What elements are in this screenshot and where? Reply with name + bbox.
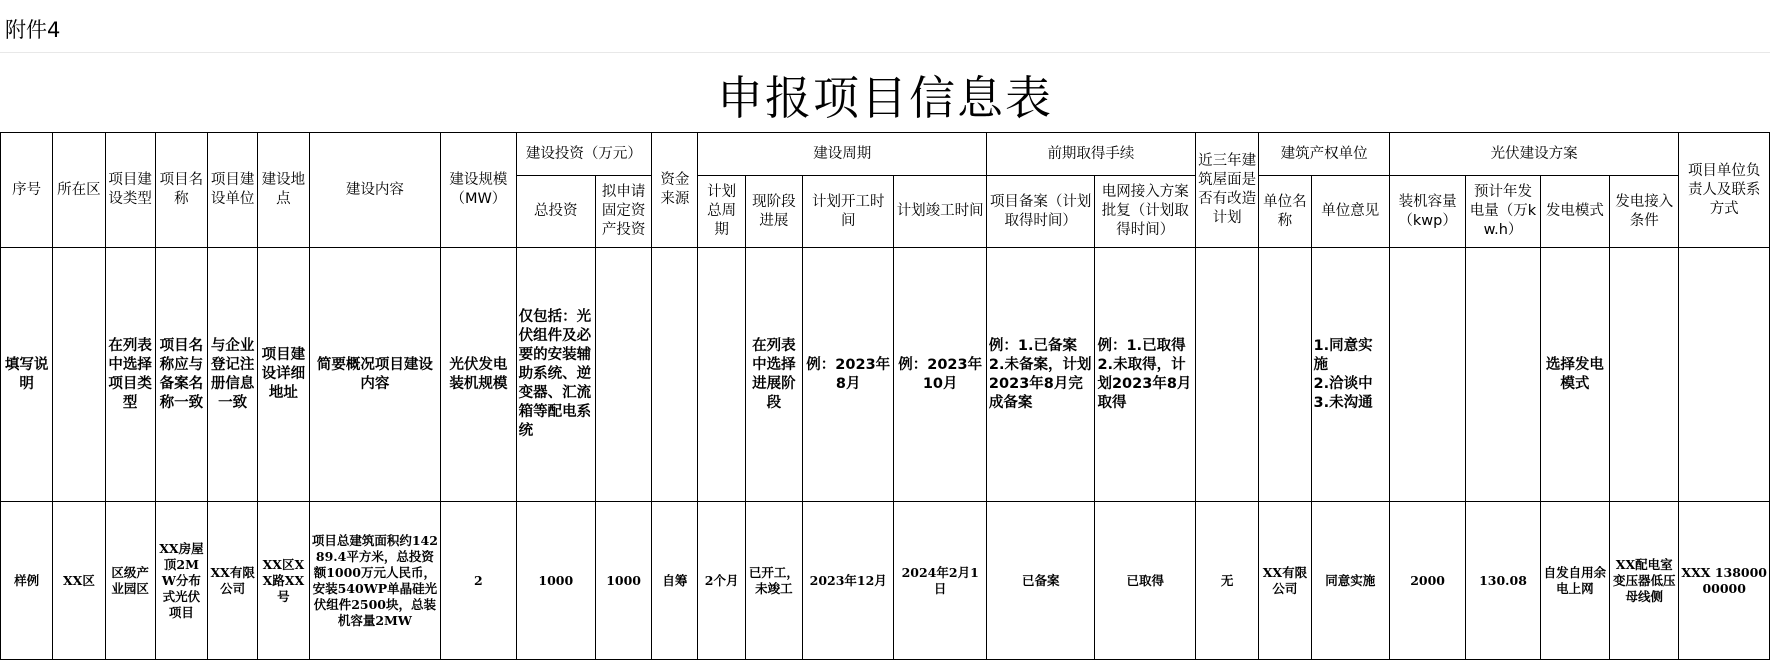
ex-plan-finish: 2024年2月1日 [894,502,986,660]
instr-scale: 光伏发电装机规模 [441,248,516,502]
header-roof-renovation: 近三年建筑屋面是否有改造计划 [1195,133,1258,248]
instr-location: 项目建设详细地址 [258,248,309,502]
instr-grid-approval: 例：1.已取得 2.未取得，计划2023年8月取得 [1095,248,1196,502]
header-scale: 建设规模（MW） [441,133,516,248]
project-info-table [0,132,1770,660]
instr-gen-mode: 选择发电模式 [1540,248,1609,502]
instr-annual-output [1466,248,1540,502]
header-plan-finish: 计划竣工时间 [894,176,986,248]
instr-owner-opinion: 1.同意实施 2.洽谈中 3.未沟通 [1311,248,1389,502]
ex-project-name: XX房屋顶2MW分布式光伏项目 [155,502,207,660]
instr-filing: 例：1.已备案 2.未备案，计划2023年8月完成备案 [986,248,1095,502]
ex-project-type: 区级产业园区 [105,502,155,660]
instr-total-investment: 仅包括：光伏组件及必要的安装辅助系统、逆变器、汇流箱等配电系统 [516,248,595,502]
header-ownership-group: 建筑产权单位 [1259,133,1390,176]
header-filing: 项目备案（计划取得时间） [986,176,1095,248]
header-location: 建设地点 [258,133,309,248]
header-owner-name: 单位名称 [1259,176,1311,248]
header-capacity: 装机容量（kwp） [1389,176,1465,248]
header-procedures-group: 前期取得手续 [986,133,1195,176]
ex-builder: XX有限公司 [208,502,258,660]
ex-owner-name: XX有限公司 [1259,502,1311,660]
ex-scale: 2 [441,502,516,660]
header-period-group: 建设周期 [698,133,986,176]
annex-header [0,0,1770,53]
ex-fixed-asset-investment: 1000 [595,502,651,660]
instr-content: 简要概况项目建设内容 [309,248,441,502]
instr-owner-name [1259,248,1311,502]
header-content: 建设内容 [309,133,441,248]
instructions-row [1,248,1770,502]
header-plan-start: 计划开工时间 [803,176,894,248]
header-grid-conditions: 发电接入条件 [1610,176,1679,248]
instr-project-type: 在列表中选择项目类型 [105,248,155,502]
annex-label: 附件4 [5,18,61,42]
header-investment-group: 建设投资（万元） [516,133,652,176]
instr-roof-renovation [1195,248,1258,502]
page-title: 申报项目信息表 [717,71,1053,125]
ex-seq: 样例 [1,502,53,660]
instr-fixed-asset-investment [595,248,651,502]
instr-grid-conditions [1610,248,1679,502]
ex-location: XX区XX路XX号 [258,502,309,660]
instr-current-progress: 在列表中选择进展阶段 [745,248,802,502]
header-fixed-asset-investment: 拟申请固定资产投资 [595,176,651,248]
header-gen-mode: 发电模式 [1540,176,1609,248]
ex-content: 项目总建筑面积约14289.4平方米，总投资额1000万元人民币，安装540WP单晶硅光伏组件2500块，总装机容量2MW [309,502,441,660]
ex-district: XX区 [53,502,105,660]
ex-plan-total-period: 2个月 [698,502,745,660]
header-fund-source: 资金来源 [652,133,698,248]
instr-project-name: 项目名称应与备案名称一致 [155,248,207,502]
ex-grid-approval: 已取得 [1095,502,1196,660]
ex-filing: 已备案 [986,502,1095,660]
instr-fund-source [652,248,698,502]
ex-fund-source: 自筹 [652,502,698,660]
ex-current-progress: 已开工，未竣工 [745,502,802,660]
header-grid-approval: 电网接入方案批复（计划取得时间） [1095,176,1196,248]
ex-gen-mode: 自发自用余电上网 [1540,502,1609,660]
ex-capacity: 2000 [1389,502,1465,660]
instr-contact [1679,248,1770,502]
instr-builder: 与企业登记注册信息一致 [208,248,258,502]
instr-plan-start: 例：2023年8月 [803,248,894,502]
header-annual-output: 预计年发电量（万kw.h） [1466,176,1540,248]
header-owner-opinion: 单位意见 [1311,176,1389,248]
header-builder: 项目建设单位 [208,133,258,248]
example-row [1,502,1770,660]
ex-grid-conditions: XX配电室变压器低压母线侧 [1610,502,1679,660]
instr-capacity [1389,248,1465,502]
header-seq: 序号 [1,133,53,248]
instr-plan-finish: 例：2023年10月 [894,248,986,502]
header-district: 所在区 [53,133,105,248]
ex-annual-output: 130.08 [1466,502,1540,660]
instr-seq: 填写说明 [1,248,53,502]
ex-owner-opinion: 同意实施 [1311,502,1389,660]
header-current-progress: 现阶段进展 [745,176,802,248]
header-row-1 [1,133,1770,176]
ex-total-investment: 1000 [516,502,595,660]
header-project-name: 项目名称 [155,133,207,248]
header-project-type: 项目建设类型 [105,133,155,248]
ex-plan-start: 2023年12月 [803,502,894,660]
header-contact: 项目单位负责人及联系方式 [1679,133,1770,248]
instr-district [53,248,105,502]
header-pv-group: 光伏建设方案 [1389,133,1678,176]
instr-plan-total-period [698,248,745,502]
ex-roof-renovation: 无 [1195,502,1258,660]
header-plan-total-period: 计划总周期 [698,176,745,248]
header-total-investment: 总投资 [516,176,595,248]
ex-contact: XXX 13800000000 [1679,502,1770,660]
